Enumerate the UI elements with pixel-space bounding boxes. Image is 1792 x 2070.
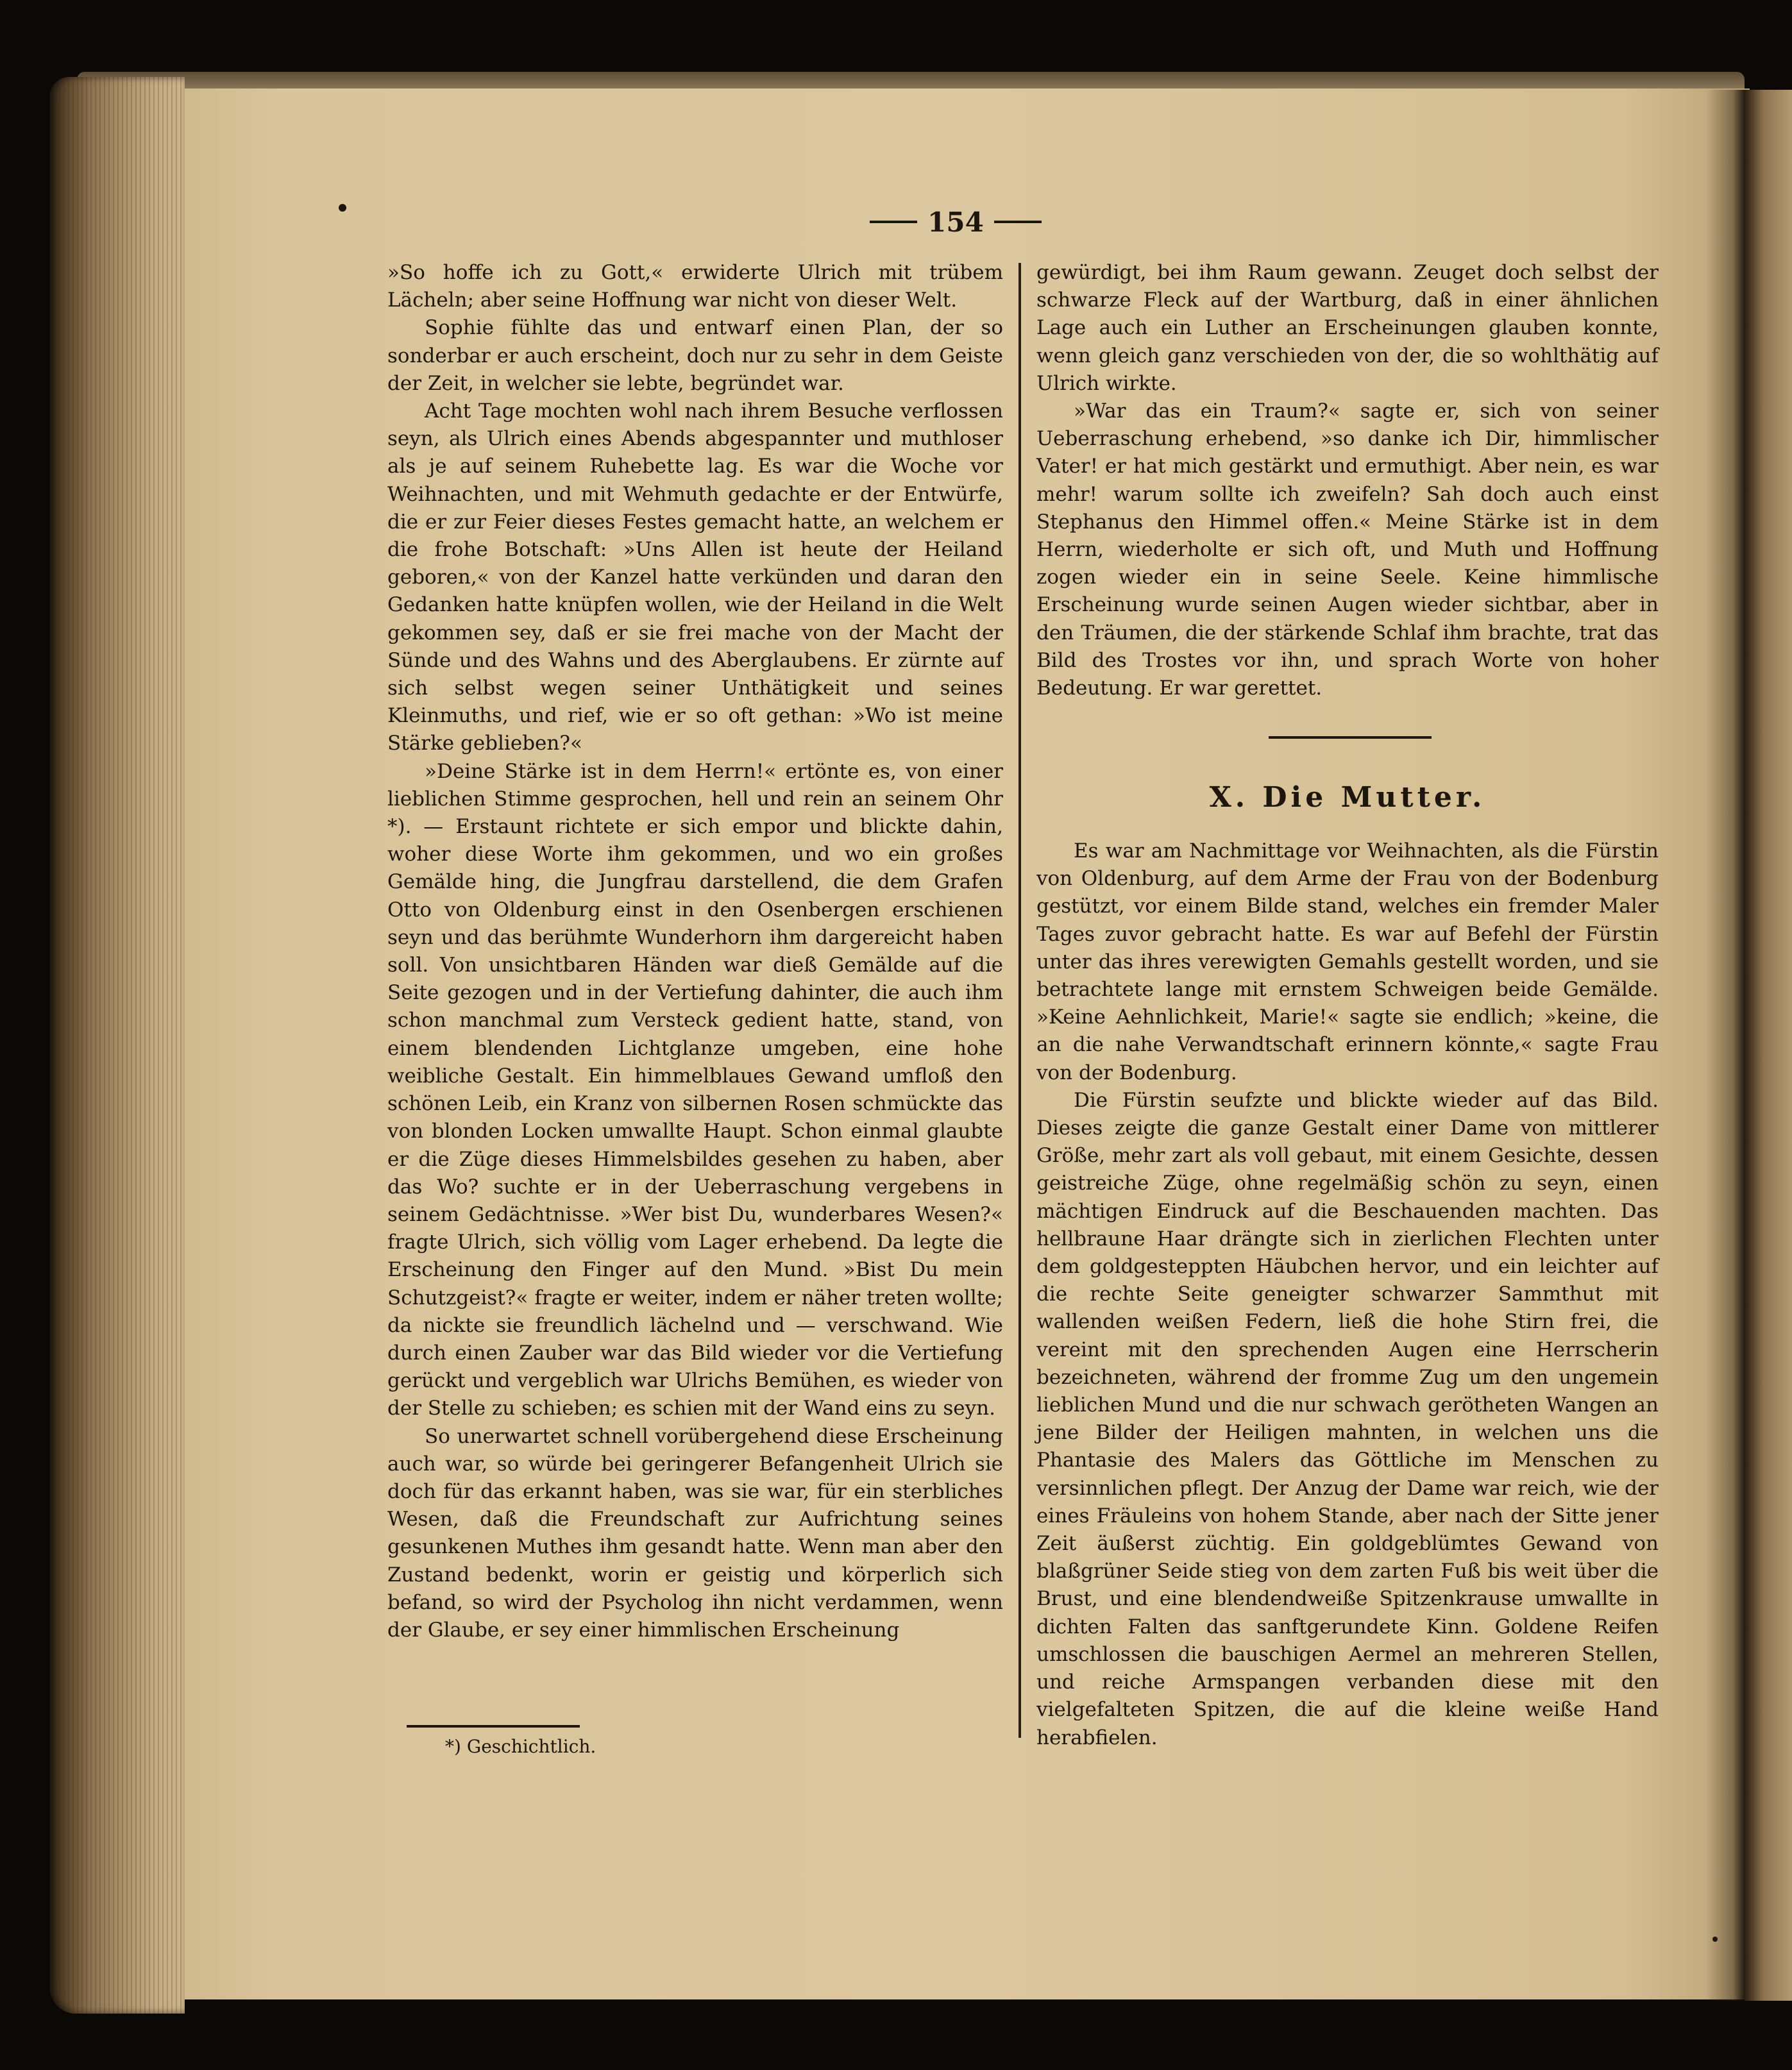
paragraph: Acht Tage mochten wohl nach ihrem Besuche verflossen seyn, als Ulrich eines Abends abgespannter und muthloser als je auf seinem Ruhebette lag. Es war die Woche vor Weihnachten, und mit Wehmuth gedachte er der Entwürfe, die er zur Feier dieses Festes gemacht hatte, an welchem er die frohe Botschaft: »Uns Allen ist heute der Heiland geboren,« von der Kanzel hatte verkünden und daran den Gedanken hatte knüpfen wollen, wie der Heiland in die Welt gekommen sey, daß er sie frei mache von der Macht der Sünde und des Wahns und des Aberglaubens. Er zürnte auf sich selbst wegen seiner Unthätigkeit und seines Kleinmuths, und rief, wie er so oft gethan: »Wo ist meine Stärke geblieben?« — [387, 400, 1003, 755]
ink-speck — [339, 204, 346, 212]
paragraph: »Deine Stärke ist in dem Herrn!« ertönte es, von einer lieblichen Stimme gesprochen, hell und rein an seinem Ohr *). — Erstaunt richtete er sich empor und blickte dahin, woher diese Worte ihm gekommen, und wo ein großes Gemälde hing, die Jungfrau darstellend, die dem Grafen Otto von Oldenburg einst in den Osenbergen erschienen seyn und das berühmte Wunderhorn ihm dargereicht haben soll. Von unsichtbaren Händen war dieß Gemälde auf die Seite gezogen und in der Vertiefung dahinter, die auch ihm schon manchmal zum Versteck gedient hatte, stand, von einem blendenden Lichtglanze umgeben, eine hohe weibliche Gestalt. Ein himmelblaues Gewand umfloß den schönen Leib, ein Kranz von silbernen Rosen schmückte das von blonden Locken umwallte Haupt. Schon einmal glaubte er die Züge dieses Himmelsbildes gesehen zu haben, aber das Wo? suchte er in der Ueberraschung vergebens in seinem Gedächtnisse. »Wer bist Du, wunderbares Wesen?« fragte Ulrich, sich völlig vom Lager erhebend. Da legte die Erscheinung den Finger auf den Mund. »Bist Du mein Schutzgeist?« fragte er weiter, indem er näher treten wollte; da nickte sie freundlich lächelnd und — verschwand. Wie durch einen Zauber war das Bild wieder vor die Vertiefung gerückt und vergeblich war Ulrichs Bemühen, es wieder von der Stelle zu schieben; es schien mit der Wand eins zu seyn. — [387, 759, 1003, 1420]
section-separator-rule — [1269, 736, 1432, 739]
column-divider — [1019, 263, 1021, 1738]
paragraph: »War das ein Traum?« sagte er, sich von seiner Ueberraschung erhebend, »so danke ich Dir, himmlischer Vater! er hat mich gestärkt und ermuthigt. Aber nein, es war mehr! warum sollte ich zweifeln? Sah doch auch einst Stephanus den Himmel offen.« Meine Stärke ist in dem Herrn, wiederholte er sich oft, und Muth und Hoffnung zogen wieder ein in seine Seele. Keine himmlische Erscheinung wurde seinen Augen wieder sichtbar, aber in den Träumen, die der stärkende Schlaf ihm brachte, trat das Bild des Trostes vor ihn, und sprach Worte von hoher Bedeutung. Er war gerettet. — [1036, 400, 1659, 700]
section-title: X. Die Mutter. — [1209, 781, 1486, 814]
page-gutter — [1706, 90, 1745, 2001]
paragraph: So unerwartet schnell vorübergehend diese Erscheinung auch war, so würde bei geringerer Befangenheit Ulrich sie doch für das erkannt haben, was sie war, für ein sterbliches Wesen, daß die Freundschaft zur Aufrichtung seines gesunkenen Muthes ihm gesandt hatte. Wenn man aber den Zustand bedenkt, worin er geistig und körperlich sich befand, so wird der Psycholog ihn nicht verdammen, wenn der Glaube, er sey einer himmlischen Erscheinung — [387, 1424, 1003, 1642]
left-text-column — [387, 259, 1003, 1644]
footnote-rule — [407, 1725, 580, 1728]
facing-page-edge — [1745, 90, 1792, 2001]
footnote: *) Geschichtlich. — [445, 1736, 596, 1757]
page-number: 154 — [927, 206, 984, 238]
paragraph: Es war am Nachmittage vor Weihnachten, als die Fürstin von Oldenburg, auf dem Arme der Frau von der Bodenburg gestützt, vor einem Bilde stand, welches ein fremder Maler Tages zuvor gebracht hatte. Es war auf Befehl der Fürstin unter das ihres verewigten Gemahls gestellt worden, und sie betrachtete lange mit ernstem Schweigen beide Gemälde. »Keine Aehnlichkeit, Marie!« sagte sie endlich; »keine, die an die nahe Verwandtschaft erinnern könnte,« sagte Frau von der Bodenburg. — [1036, 839, 1659, 1084]
paragraph: gewürdigt, bei ihm Raum gewann. Zeuget doch selbst der schwarze Fleck auf der Wartburg, daß in einer ähnlichen Lage auch ein Luther an Erscheinungen glauben konnte, wenn gleich ganz verschieden von der, die so wohlthätig auf Ulrich wirkte. — [1036, 261, 1659, 395]
ink-speck — [1712, 1937, 1718, 1942]
page-header — [859, 203, 1052, 241]
right-text-column-top — [1036, 259, 1659, 702]
paragraph: »So hoffe ich zu Gott,« erwiderte Ulrich mit trübem Lächeln; aber seine Hoffnung war nicht von dieser Welt. — [387, 261, 1003, 312]
header-rule-right — [994, 221, 1042, 223]
paragraph: Die Fürstin seufzte und blickte wieder auf das Bild. Dieses zeigte die ganze Gestalt einer Dame von mittlerer Größe, mehr zart als voll gebaut, mit einem Gesichte, dessen geistreiche Züge, ohne regelmäßig schön zu seyn, einen mächtigen Eindruck auf die Beschauenden machten. Das hellbraune Haar drängte sich in zierlichen Flechten unter dem goldgesteppten Häubchen hervor, und ein leichter auf die rechte Seite geneigter schwarzer Sammthut mit wallenden weißen Federn, ließ die hohe Stirn frei, die vereint mit den sprechenden Augen eine Herrscherin bezeichneten, während der fromme Zug um den ungemein lieblichen Mund und die nur schwach gerötheten Wangen an jene Bilder der Heiligen mahnten, in welchen uns die Phantasie des Malers das Göttliche im Menschen zu versinnlichen pflegt. Der Anzug der Dame war reich, wie der eines Fräuleins von hohem Stande, aber nach der Sitte jener Zeit äußerst züchtig. Ein goldgeblümtes Gewand von blaßgrüner Seide stieg von dem zarten Fuß bis weit über die Brust, und eine blendendweiße Spitzenkrause umwallte in dichten Falten das sanftgerundete Kinn. Goldene Reifen umschlossen die bauschigen Aermel an mehreren Stellen, und reiche Armspangen verbanden diese mit den vielgefalteten Spitzen, die auf die kleine weiße Hand herabfielen. — [1036, 1088, 1659, 1749]
paragraph: Sophie fühlte das und entwarf einen Plan, der so sonderbar er auch erscheint, doch nur zu sehr in dem Geiste der Zeit, in welcher sie lebte, begründet war. — [387, 316, 1003, 395]
right-text-column-bottom — [1036, 837, 1659, 1752]
header-rule-left — [870, 221, 917, 223]
book-page-block — [50, 77, 185, 2014]
